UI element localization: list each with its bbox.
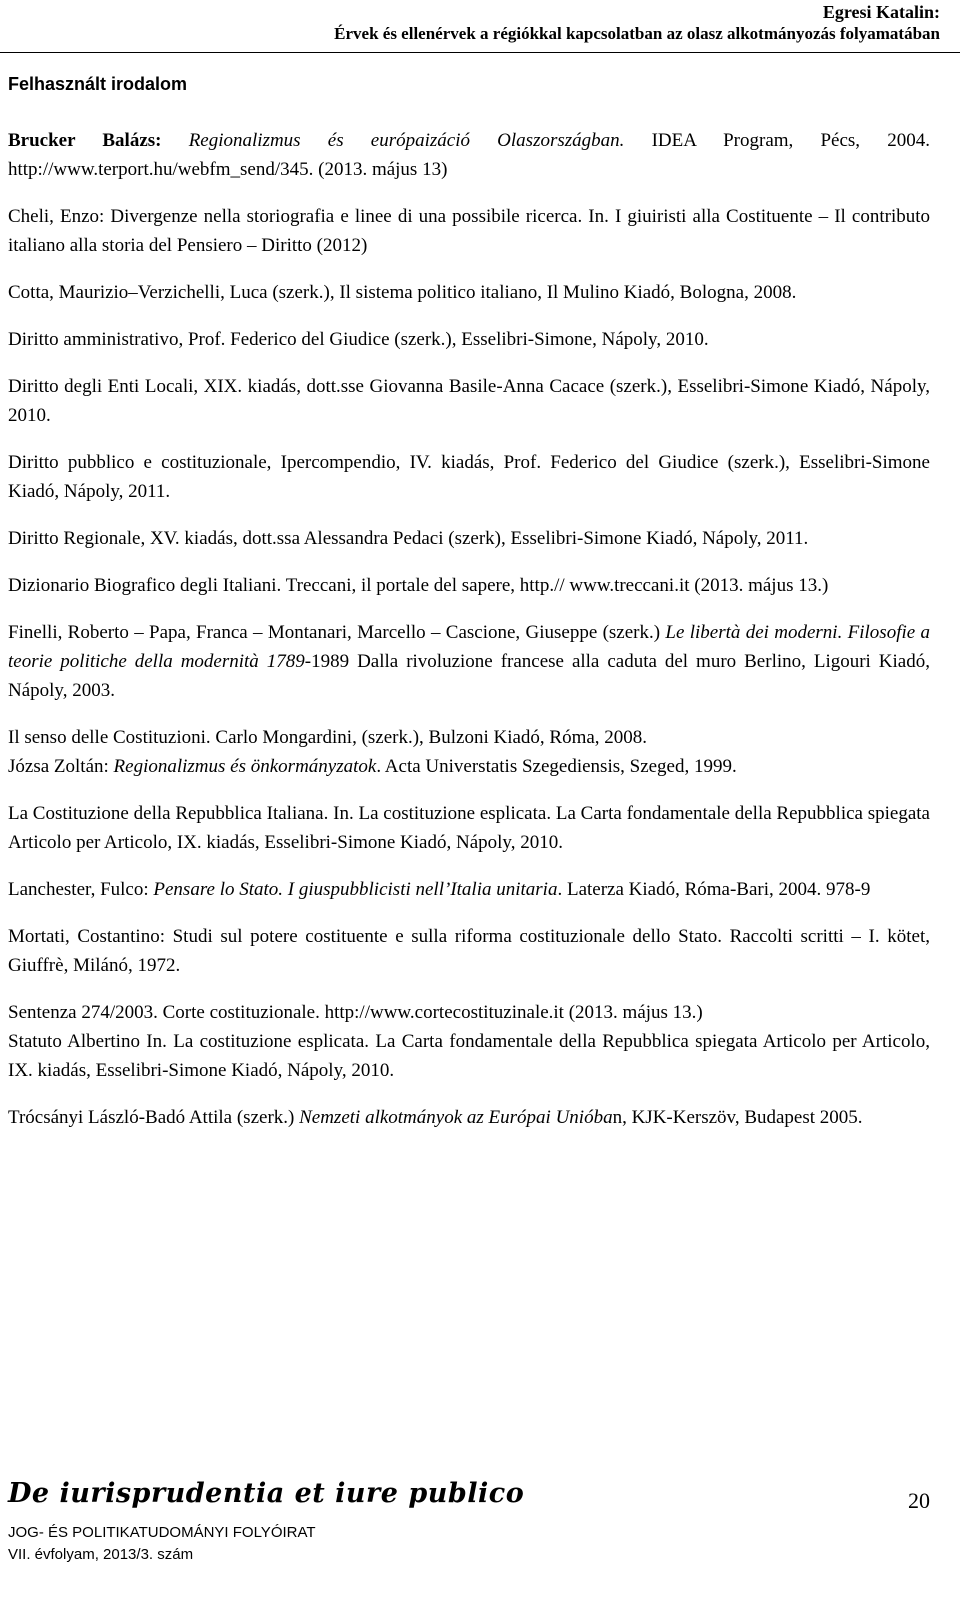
reference-item: Mortati, Costantino: Studi sul potere costituente e sulla riforma costituzionale dello Stato. Raccolti scritti – I. kötet, Giuffrè, Milánó, 1972. xyxy=(8,926,930,976)
journal-issue: VII. évfolyam, 2013/3. szám xyxy=(8,1546,194,1563)
reference-item: Statuto Albertino In. La costituzione esplicata. La Carta fondamentale della Repubblica spiegata Articolo per Articolo, IX. kiadás, Esselibri-Simone Kiadó, Nápoly, 2010. xyxy=(8,1031,930,1081)
reference-item: Cotta, Maurizio–Verzichelli, Luca (szerk.), Il sistema politico italiano, Il Mulino Kiadó, Bologna, 2008. xyxy=(8,282,797,303)
reference-item xyxy=(8,752,930,781)
reference-item xyxy=(8,618,930,705)
reference-item: Cheli, Enzo: Divergenze nella storiografia e linee di una possibile ricerca. In. I giuiristi alla Costituente – Il contributo italiano alla storia del Pensiero – Diritto (2012) xyxy=(8,206,930,256)
reference-item: Diritto degli Enti Locali, XIX. kiadás, dott.sse Giovanna Basile-Anna Cacace (szerk.), Esselibri-Simone Kiadó, Nápoly, 2010. xyxy=(8,376,930,426)
reference-item: Sentenza 274/2003. Corte costituzionale. http://www.cortecostituzinale.it (2013. május 13.) xyxy=(8,1002,703,1023)
reference-title: Pensare lo Stato. I giuspubblicisti nell’Italia unitaria xyxy=(153,879,558,900)
reference-author: Józsa Zoltán: xyxy=(8,756,109,777)
reference-title: Regionalizmus és önkormányzatok xyxy=(113,756,377,777)
reference-item xyxy=(8,126,930,184)
reference-details: IDEA Program, Pécs, 2004. http://www.terport.hu/webfm_send/345. (2013. május 13) xyxy=(8,130,930,180)
reference-editors: Trócsányi László-Badó Attila (szerk.) xyxy=(8,1107,295,1128)
reference-title: Le libertà dei moderni. Filosofie a teorie politiche della modernità 1789 xyxy=(8,622,930,672)
reference-title: Regionalizmus és európaizáció Olaszországban. xyxy=(188,130,625,151)
reference-author: Lanchester, Fulco: xyxy=(8,879,149,900)
reference-details: n, KJK-Kerszöv, Budapest 2005. xyxy=(612,1107,863,1128)
reference-details: . Acta Universtatis Szegediensis, Szeged, 1999. xyxy=(376,756,737,777)
section-title: Felhasznált irodalom xyxy=(8,74,188,94)
reference-item: Diritto amministrativo, Prof. Federico del Giudice (szerk.), Esselibri-Simone, Nápoly, 2010. xyxy=(8,329,709,350)
reference-item: Diritto Regionale, XV. kiadás, dott.ssa Alessandra Pedaci (szerk), Esselibri-Simone Kiadó, Nápoly, 2011. xyxy=(8,528,809,549)
reference-title: Nemzeti alkotmányok az Európai Unióba xyxy=(299,1107,613,1128)
reference-author: Brucker Balázs: xyxy=(8,130,162,151)
reference-item: Diritto pubblico e costituzionale, Ipercompendio, IV. kiadás, Prof. Federico del Giudice (szerk.), Esselibri-Simone Kiadó, Nápoly, 2011. xyxy=(8,452,930,502)
journal-title: De iurisprudentia et iure publico xyxy=(8,1478,525,1509)
reference-item xyxy=(8,1103,930,1132)
reference-details: -1989 Dalla rivoluzione francese alla caduta del muro Berlino, Ligouri Kiadó, Nápoly, 2003. xyxy=(8,651,930,701)
reference-details: . Laterza Kiadó, Róma-Bari, 2004. 978-9 xyxy=(557,879,871,900)
page-number: 20 xyxy=(908,1488,930,1513)
reference-item xyxy=(8,875,930,904)
reference-authors: Finelli, Roberto – Papa, Franca – Montanari, Marcello – Cascione, Giuseppe (szerk.) xyxy=(8,622,661,643)
journal-subtitle: JOG- ÉS POLITIKATUDOMÁNYI FOLYÓIRAT xyxy=(8,1524,316,1541)
header-article-title: Érvek és ellenérvek a régiókkal kapcsolatban az olasz alkotmányozás folyamatában xyxy=(334,24,940,43)
reference-item: La Costituzione della Repubblica Italiana. In. La costituzione esplicata. La Carta fondamentale della Repubblica spiegata Articolo per Articolo, IX. kiadás, Esselibri-Simone Kiadó, Nápoly, 2010. xyxy=(8,803,930,853)
running-header xyxy=(0,0,960,53)
reference-item: Dizionario Biografico degli Italiani. Treccani, il portale del sapere, http.// www.treccani.it (2013. május 13.) xyxy=(8,575,829,596)
header-author: Egresi Katalin: xyxy=(822,2,940,22)
reference-list xyxy=(8,126,930,1132)
reference-item: Il senso delle Costituzioni. Carlo Mongardini, (szerk.), Bulzoni Kiadó, Róma, 2008. xyxy=(8,727,648,748)
